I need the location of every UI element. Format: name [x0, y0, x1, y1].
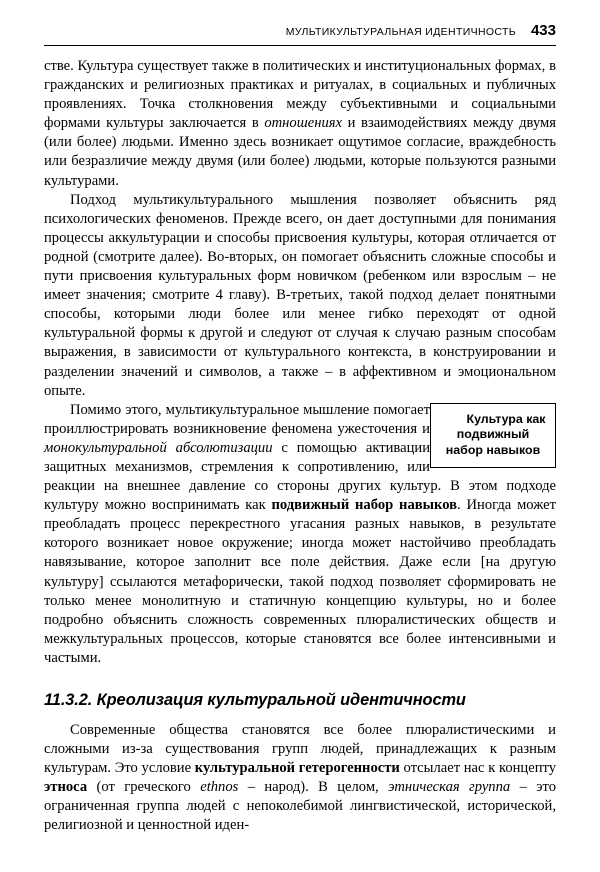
paragraph-4	[44, 721, 556, 836]
paragraph-3-emphasis-1: монокультуральной абсолютизации	[44, 439, 273, 456]
paragraph-4-strong-2: этноса	[44, 779, 88, 796]
paragraph-3-text-b: с помощью активации защитных механизмов, стремления к сопротивлению, или реакции на внешнее давление со стороны других культур. В этом подходе культуру можно воспринимать как	[44, 439, 556, 514]
paragraph-1	[44, 57, 556, 191]
header-divider	[44, 45, 556, 46]
paragraph-4-text-b: отсылает нас к концепту	[399, 760, 557, 777]
running-head	[44, 22, 556, 42]
paragraph-4-text-a: Современные общества становятся все более плюралистическими и сложными из-за существования групп людей, принадлежащих к разным культурам. Это условие	[44, 722, 556, 777]
body-column	[44, 57, 556, 836]
paragraph-4-text-e: – это ограниченная группа людей с непоколебимой лингвистической, исторической, религиозной и ценностной иден-	[44, 779, 556, 834]
paragraph-1-text-a: стве. Культура существует также в политических и институциональных формах, в гражданских и религиозных практиках и ритуалах, в социальных и публичных проявлениях. Точка столкновения между субъективными и социальными формами культуры заключается в	[44, 58, 556, 132]
paragraph-3-text-a: Помимо этого, мультикультуральное мышление помогает проиллюстрировать возникновение феномена ужесточения и	[44, 401, 430, 437]
paragraph-1-text-b: и взаимодействиях между двумя (или более) людьми. Именно здесь возникает ощутимое согласие, враждебность или безразличие между двумя (или более) людьми, которые пользуются разными культурами.	[44, 115, 556, 189]
paragraph-4-emphasis-2: этническая группа	[388, 779, 511, 796]
pullout-note: Культура как подвижный набор навыков	[430, 403, 556, 469]
paragraph-4-strong-1: культуральной гетерогенности	[194, 760, 400, 777]
running-head-title: МУЛЬТИКУЛЬТУРАЛЬНАЯ ИДЕНТИЧНОСТЬ	[285, 26, 516, 38]
paragraph-2: Подход мультикультурального мышления позволяет объяснить ряд психологических феноменов. Прежде всего, он дает доступными для понимания процессы аккультурации и способы присвоения культуры, которая отличается от родной (смотрите далее). Во-вторых, он помогает объяснить сложные способы и пути присвоения культуральных форм новичком (ребенком или взрослым – не имеет значения; смотрите 4 главу). В-третьих, такой подход делает понятными способы, которыми люди более или менее гибко переходят от одной культуральной формы к другой и следуют от случая к случаю разным способам выражения, в зависимости от культурального контекста, в конструировании и разделении значений и символов, а также – в аффективном и эмоциональном опыте.	[44, 191, 556, 399]
paragraph-4-emphasis-1: ethnos	[200, 779, 239, 796]
paragraph-1-emphasis-1: отношениях	[264, 115, 343, 132]
page-number: 433	[530, 22, 556, 39]
paragraph-4-text-d: – народ). В целом,	[238, 779, 389, 796]
paragraph-3-text-c: . Иногда может преобладать процесс перекрестного угасания разных навыков, в результате которого возникает новое окружение; иногда может настойчиво преобладать навязывание, которое заполнит все поле действия. Даже если [на другую культуру] ссылаются метафорически, такой подход позволяет сформировать не только менее монолитную и статичную концепцию культуры, но и более подробно объяснить сложность современных плюралистических обществ и межкультуральных процессов, которые становятся все более интенсивными и частыми.	[44, 497, 556, 666]
paragraph-4-text-c: (от греческого	[87, 779, 201, 796]
paragraph-3	[44, 401, 556, 668]
section-heading: 11.3.2. Креолизация культуральной идентичности	[44, 691, 466, 709]
paragraph-3-strong-1: подвижный набор навыков	[271, 497, 458, 514]
